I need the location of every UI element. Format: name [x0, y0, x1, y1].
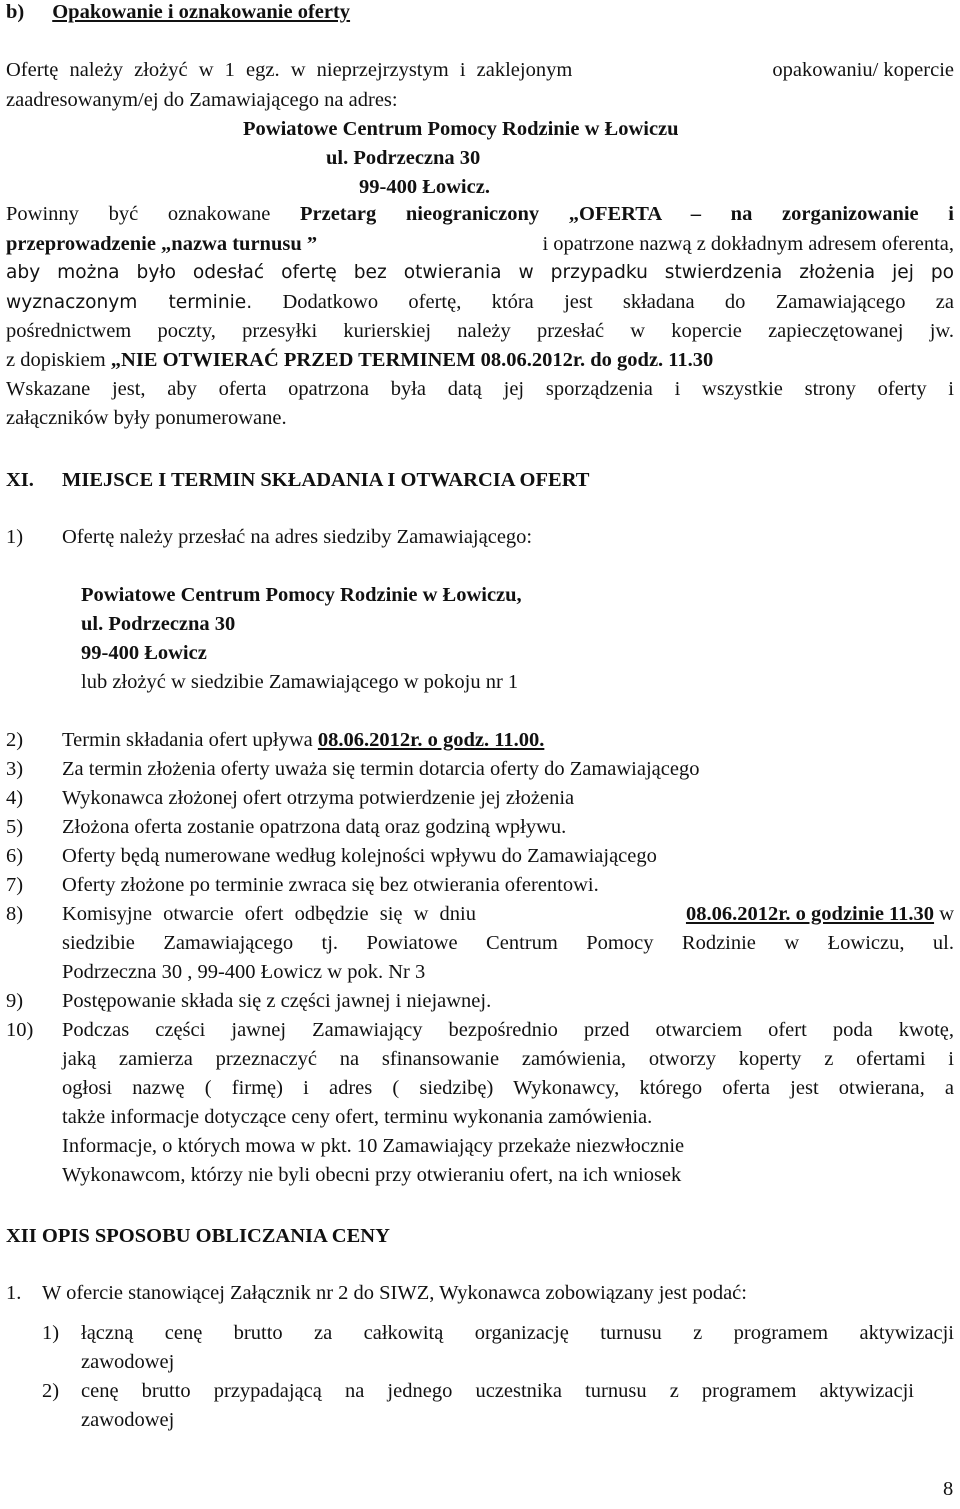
sublist-item: cenę brutto przypadającą na jednego uczestnika turnusu z programem aktywizacji [81, 1380, 914, 1402]
list-item: Ofertę należy przesłać na adres siedziby Zamawiającego: [62, 526, 533, 548]
address-line: 99-400 Łowicz. [359, 176, 490, 198]
list-item-continuation: Wykonawcom, którzy nie byli obecni przy otwieraniu ofert, na ich wniosek [62, 1164, 682, 1186]
page-number: 8 [943, 1478, 954, 1500]
sublist-item-continuation: zawodowej [81, 1409, 175, 1431]
list-item-number: 1. [6, 1282, 22, 1304]
list-item-number: 2) [6, 729, 24, 751]
list-item-continuation: siedzibie Zamawiającego tj. Powiatowe Centrum Pomocy Rodzinie w Łowiczu, ul. [62, 932, 954, 954]
list-item: Oferty złożone po terminie zwraca się bez otwierania oferentowi. [62, 874, 599, 896]
address-line: Powiatowe Centrum Pomocy Rodzinie w Łowiczu, [81, 584, 522, 606]
address-line: Powiatowe Centrum Pomocy Rodzinie w Łowiczu [243, 118, 679, 140]
list-item: Złożona oferta zostanie opatrzona datą oraz godziną wpływu. [62, 816, 567, 838]
list-item-continuation: także informacje dotyczące ceny ofert, terminu wykonania zamówienia. [62, 1106, 653, 1128]
list-item-number: 5) [6, 816, 24, 838]
list-item-continuation: Podrzeczna 30 , 99-400 Łowicz w pok. Nr 3 [62, 961, 426, 983]
list-item: Za termin złożenia oferty uważa się termin dotarcia oferty do Zamawiającego [62, 758, 700, 780]
list-item-number: 9) [6, 990, 24, 1012]
sublist-item-number: 1) [42, 1322, 60, 1344]
paragraph-line: z dopiskiem „NIE OTWIERAĆ PRZED TERMINEM 08.06.2012r. do godz. 11.30 [6, 349, 714, 371]
list-item-number: 6) [6, 845, 24, 867]
list-item-continuation: Informacje, o których mowa w pkt. 10 Zamawiający przekaże niezwłocznie [62, 1135, 685, 1157]
list-item-number: 8) [6, 903, 24, 925]
sublist-item-number: 2) [42, 1380, 60, 1402]
address-line: 99-400 Łowicz [81, 642, 207, 664]
list-item: Postępowanie składa się z części jawnej i niejawnej. [62, 990, 492, 1012]
list-item-number: 7) [6, 874, 24, 896]
address-line: ul. Podrzeczna 30 [81, 613, 236, 635]
address-line: ul. Podrzeczna 30 [326, 147, 481, 169]
paragraph-line: pośrednictwem poczty, przesyłki kurierskiej należy przesłać w kopercie zapieczętowanej jw. [6, 320, 954, 342]
list-item: Wykonawca złożonej ofert otrzyma potwierdzenie jej złożenia [62, 787, 575, 809]
section-xi-number: XI. [6, 469, 34, 491]
section-xi-title: MIEJSCE I TERMIN SKŁADANIA I OTWARCIA OFERT [62, 469, 590, 491]
paragraph-line: Wskazane jest, aby oferta opatrzona była datą jej sporządzenia i wszystkie strony oferty i [6, 378, 954, 400]
list-item-continuation: jaką zamierza przeznaczyć na sfinansowanie zamówienia, otworzy koperty z ofertami i [62, 1048, 954, 1070]
address-line: lub złożyć w siedzibie Zamawiającego w pokoju nr 1 [81, 671, 519, 693]
list-item-number: 4) [6, 787, 24, 809]
paragraph-line: zaadresowanym/ej do Zamawiającego na adres: [6, 89, 398, 111]
paragraph-line: Powinny być oznakowane Przetarg nieograniczony „OFERTA – na zorganizowanie i [6, 203, 955, 225]
paragraph-line: aby można było odesłać ofertę bez otwierania w przypadku stwierdzenia złożenia jej po [6, 262, 954, 283]
paragraph-line: wyznaczonym terminie. Dodatkowo ofertę, która jest składana do Zamawiającego za [6, 291, 954, 313]
section-xii-title: XII OPIS SPOSOBU OBLICZANIA CENY [6, 1225, 390, 1247]
list-item-number: 3) [6, 758, 24, 780]
sublist-item: łączną cenę brutto za całkowitą organizację turnusu z programem aktywizacji [81, 1322, 954, 1344]
list-item: Podczas części jawnej Zamawiający bezpośrednio przed otwarciem ofert poda kwotę, [62, 1019, 954, 1041]
sublist-item-continuation: zawodowej [81, 1351, 175, 1373]
list-item: Termin składania ofert upływa 08.06.2012r. o godz. 11.00. [62, 729, 545, 751]
list-item: Oferty będą numerowane według kolejności wpływu do Zamawiającego [62, 845, 657, 867]
list-item-continuation: ogłosi nazwę ( firmę) i adres ( siedzibę) Wykonawcy, którego oferta jest otwierana, a [62, 1077, 954, 1099]
list-item: W ofercie stanowiącej Załącznik nr 2 do SIWZ, Wykonawca zobowiązany jest podać: [42, 1282, 747, 1304]
section-b-heading: b) Opakowanie i oznakowanie oferty [6, 1, 351, 23]
paragraph-line: załączników były ponumerowane. [6, 407, 287, 429]
paragraph-line: przeprowadzenie „nazwa turnusu ” i opatrzone nazwą z dokładnym adresem oferenta, [6, 233, 954, 255]
paragraph-line: Ofertę należy złożyć w 1 egz. w nieprzejrzystym i zaklejonym opakowaniu/ kopercie [6, 59, 954, 81]
list-item-number: 1) [6, 526, 24, 548]
list-item-number: 10) [6, 1019, 34, 1041]
list-item: Komisyjne otwarcie ofert odbędzie się w dniu 08.06.2012r. o godzinie 11.30 w [62, 903, 954, 925]
